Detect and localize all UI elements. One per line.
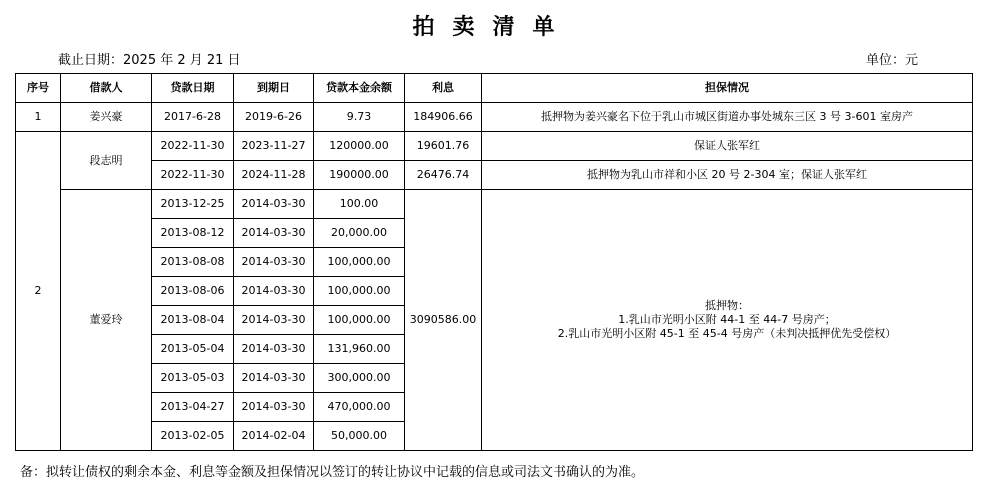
footnote: 备：拟转让债权的剩余本金、利息等金额及担保情况以签订的转让协议中记载的信息或司法文书确认的为准。 [20, 465, 645, 480]
row-number: 2 [16, 132, 61, 451]
guarantee-line: 1.乳山市光明小区附 44-1 至 44-7 号房产； [618, 313, 836, 326]
table-row [16, 103, 973, 132]
due-date: 2014-03-30 [234, 190, 314, 219]
principal-balance: 190000.00 [314, 161, 405, 190]
interest: 3090586.00 [405, 190, 482, 451]
loan-date: 2013-02-05 [152, 422, 234, 451]
row-number: 1 [16, 103, 61, 132]
header-cell: 利息 [405, 74, 482, 103]
borrower-name: 董爱玲 [61, 190, 152, 451]
header-cell: 序号 [16, 74, 61, 103]
principal-balance: 470,000.00 [314, 393, 405, 422]
header-cell: 贷款日期 [152, 74, 234, 103]
principal-balance: 9.73 [314, 103, 405, 132]
guarantee-info: 抵押物为乳山市祥和小区 20 号 2-304 室；保证人张军红 [482, 161, 973, 190]
header-cell: 借款人 [61, 74, 152, 103]
due-date: 2019-6-26 [234, 103, 314, 132]
due-date: 2014-03-30 [234, 364, 314, 393]
due-date: 2014-03-30 [234, 248, 314, 277]
borrower-name: 姜兴豪 [61, 103, 152, 132]
due-date: 2014-03-30 [234, 393, 314, 422]
header-cell: 担保情况 [482, 74, 973, 103]
principal-balance: 300,000.00 [314, 364, 405, 393]
table-row [16, 190, 973, 219]
principal-balance: 120000.00 [314, 132, 405, 161]
due-date: 2014-03-30 [234, 219, 314, 248]
table-row [16, 161, 973, 190]
table-row [16, 132, 973, 161]
principal-balance: 100,000.00 [314, 277, 405, 306]
auction-table [15, 73, 973, 451]
interest: 184906.66 [405, 103, 482, 132]
header-cell: 贷款本金余额 [314, 74, 405, 103]
page-title: 拍卖清单 [412, 14, 573, 40]
loan-date: 2013-08-08 [152, 248, 234, 277]
loan-date: 2013-05-04 [152, 335, 234, 364]
loan-date: 2013-12-25 [152, 190, 234, 219]
interest: 26476.74 [405, 161, 482, 190]
interest: 19601.76 [405, 132, 482, 161]
guarantee-line: 抵押物： [705, 299, 749, 312]
principal-balance: 100,000.00 [314, 248, 405, 277]
due-date: 2014-03-30 [234, 306, 314, 335]
loan-date: 2013-08-04 [152, 306, 234, 335]
due-date: 2014-03-30 [234, 335, 314, 364]
loan-date: 2022-11-30 [152, 132, 234, 161]
due-date: 2024-11-28 [234, 161, 314, 190]
loan-date: 2022-11-30 [152, 161, 234, 190]
header-row [16, 74, 973, 103]
principal-balance: 100,000.00 [314, 306, 405, 335]
loan-date: 2013-08-06 [152, 277, 234, 306]
cutoff-date: 截止日期：2025 年 2 月 21 日 [58, 53, 241, 68]
borrower-name: 段志明 [61, 132, 152, 190]
guarantee-info [482, 190, 973, 451]
loan-date: 2013-05-03 [152, 364, 234, 393]
header-cell: 到期日 [234, 74, 314, 103]
guarantee-line: 2.乳山市光明小区附 45-1 至 45-4 号房产（未判决抵押优先受偿权） [557, 327, 897, 340]
principal-balance: 20,000.00 [314, 219, 405, 248]
loan-date: 2013-08-12 [152, 219, 234, 248]
due-date: 2023-11-27 [234, 132, 314, 161]
due-date: 2014-02-04 [234, 422, 314, 451]
principal-balance: 131,960.00 [314, 335, 405, 364]
guarantee-info: 抵押物为姜兴豪名下位于乳山市城区街道办事处城东三区 3 号 3-601 室房产 [482, 103, 973, 132]
loan-date: 2017-6-28 [152, 103, 234, 132]
principal-balance: 100.00 [314, 190, 405, 219]
principal-balance: 50,000.00 [314, 422, 405, 451]
unit-label: 单位：元 [866, 53, 919, 68]
loan-date: 2013-04-27 [152, 393, 234, 422]
due-date: 2014-03-30 [234, 277, 314, 306]
guarantee-info: 保证人张军红 [482, 132, 973, 161]
